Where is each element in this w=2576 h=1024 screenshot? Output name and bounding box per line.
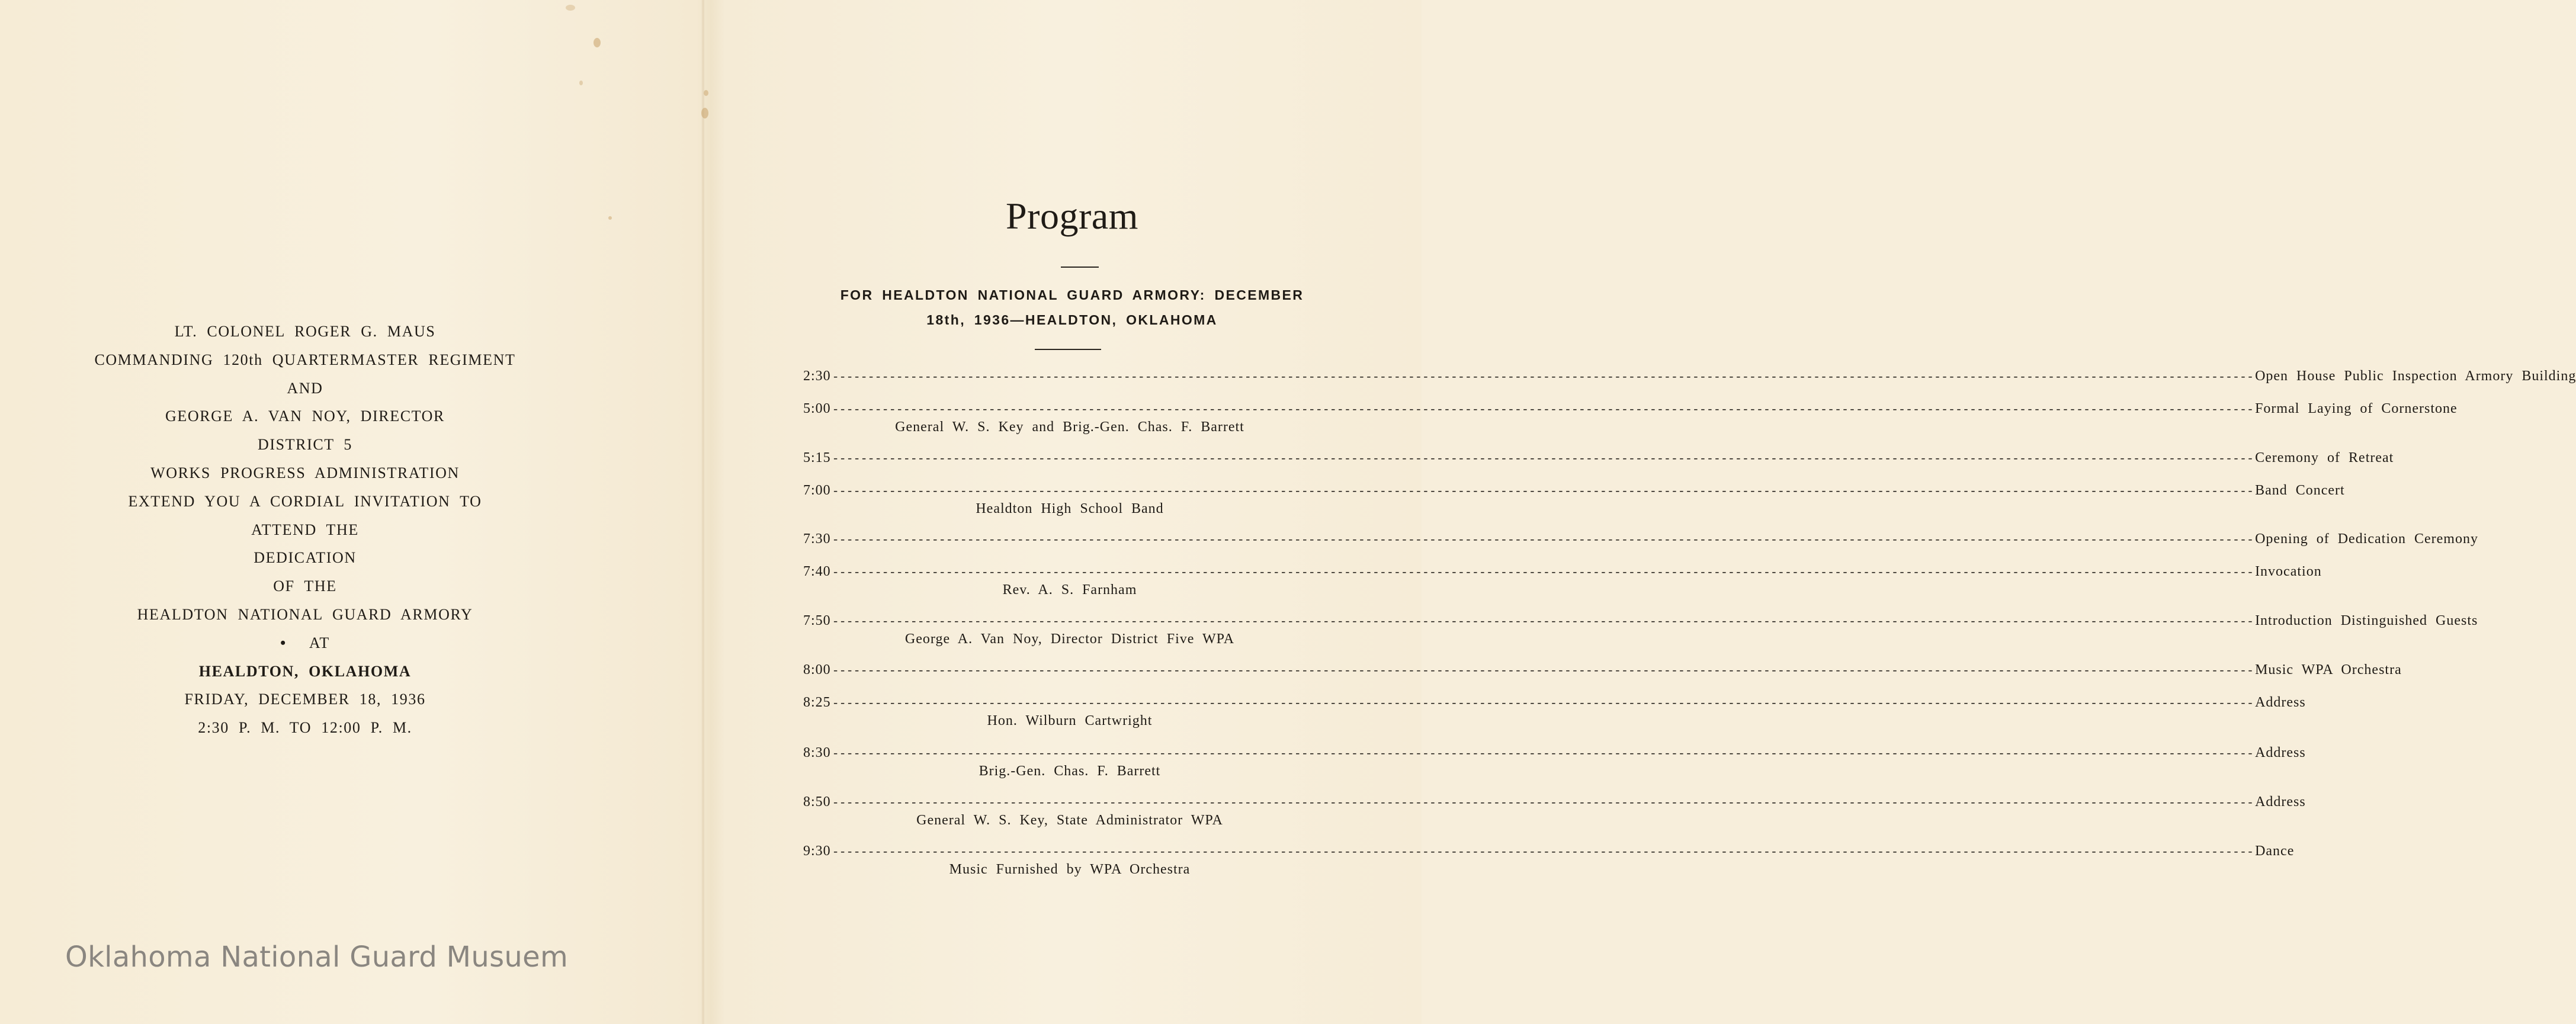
invitation-line: LT. COLONEL ROGER G. MAUS [174, 323, 436, 340]
leader-dashes: -------------------------------------------------------------------------------------------------------------------------------------------------------------------------------------------------------- [832, 697, 2254, 711]
schedule-entry-row [803, 401, 2458, 419]
schedule-event: Invocation [2255, 564, 2322, 579]
invitation-time: 2:30 P. M. TO 12:00 P. M. [198, 719, 412, 737]
bullet-mark: • [280, 634, 287, 651]
leader-dashes: -------------------------------------------------------------------------------------------------------------------------------------------------------------------------------------------------------- [832, 403, 2254, 417]
center-fold [701, 0, 705, 1024]
paper-stain [608, 216, 612, 220]
schedule-entry-row [803, 843, 2295, 861]
invitation-line: GEORGE A. VAN NOY, DIRECTOR [165, 407, 445, 425]
schedule-time: 7:50 [803, 613, 831, 628]
invitation-location: HEALDTON, OKLAHOMA [198, 662, 412, 680]
leader-dashes: -------------------------------------------------------------------------------------------------------------------------------------------------------------------------------------------------------- [832, 566, 2254, 580]
invitation-date: FRIDAY, DECEMBER 18, 1936 [184, 691, 426, 708]
leader-dashes: -------------------------------------------------------------------------------------------------------------------------------------------------------------------------------------------------------- [832, 747, 2254, 761]
schedule-entry-row [803, 450, 2394, 468]
paper-stain [594, 38, 601, 47]
schedule-event: Open House Public Inspection Armory Building [2255, 368, 2576, 384]
invitation-text [65, 317, 545, 742]
schedule-event: Introduction Distinguished Guests [2255, 613, 2478, 628]
schedule-time: 2:30 [803, 368, 831, 384]
schedule-entry-row [803, 531, 2478, 549]
schedule-time: 5:00 [803, 401, 831, 416]
schedule-event: Address [2255, 794, 2306, 810]
schedule-participant: General W. S. Key, State Administrator WPA [916, 813, 1223, 828]
schedule-entry-row [803, 794, 2306, 812]
divider [1035, 349, 1101, 350]
leader-dashes: -------------------------------------------------------------------------------------------------------------------------------------------------------------------------------------------------------- [832, 615, 2254, 629]
paper-stain [701, 108, 708, 118]
program-subtitle-line2: 18th, 1936—HEALDTON, OKLAHOMA [926, 312, 1218, 328]
watermark: Oklahoma National Guard Musuem [65, 940, 569, 974]
program-subtitle-line1: FOR HEALDTON NATIONAL GUARD ARMORY: DECEMBER [840, 287, 1304, 303]
schedule-entry-row [803, 662, 2402, 680]
leader-dashes: -------------------------------------------------------------------------------------------------------------------------------------------------------------------------------------------------------- [832, 665, 2254, 678]
schedule-participant: Brig.-Gen. Chas. F. Barrett [979, 763, 1161, 779]
schedule-entry [803, 401, 2458, 435]
divider [1061, 267, 1099, 268]
schedule-participant: Healdton High School Band [976, 501, 1164, 516]
schedule-entry-row [803, 613, 2478, 631]
leader-dashes: -------------------------------------------------------------------------------------------------------------------------------------------------------------------------------------------------------- [832, 485, 2254, 499]
invitation-line: ATTEND THE [251, 521, 359, 538]
schedule-entry [803, 843, 2295, 878]
paper-stain [704, 90, 708, 96]
schedule-entry [803, 745, 2306, 779]
invitation-line: OF THE [273, 577, 337, 595]
schedule-entry [803, 483, 2345, 517]
schedule-time: 8:25 [803, 695, 831, 710]
program-title: Program [1006, 195, 1138, 237]
schedule-event: Ceremony of Retreat [2255, 450, 2394, 466]
schedule-participant: George A. Van Noy, Director District Five WPA [904, 631, 1235, 647]
invitation-line: WORKS PROGRESS ADMINISTRATION [150, 464, 460, 481]
schedule-time: 8:50 [803, 794, 831, 810]
schedule-time: 9:30 [803, 843, 831, 859]
schedule-entry [803, 564, 2322, 598]
paper-stain [579, 81, 583, 85]
invitation-line: COMMANDING 120th QUARTERMASTER REGIMENT [94, 351, 516, 368]
schedule-time: 7:00 [803, 483, 831, 498]
invitation-line: HEALDTON NATIONAL GUARD ARMORY [137, 605, 473, 623]
schedule-entry-row [803, 483, 2345, 500]
schedule-event: Dance [2255, 843, 2295, 859]
schedule-entry-row [803, 695, 2306, 712]
schedule-entry [803, 662, 2402, 680]
invitation-line: DEDICATION [254, 549, 357, 567]
schedule-event: Opening of Dedication Ceremony [2255, 531, 2478, 547]
schedule-entry [803, 794, 2306, 829]
schedule-participant: Music Furnished by WPA Orchestra [949, 862, 1191, 877]
leader-dashes: -------------------------------------------------------------------------------------------------------------------------------------------------------------------------------------------------------- [832, 797, 2254, 810]
leader-dashes: -------------------------------------------------------------------------------------------------------------------------------------------------------------------------------------------------------- [832, 371, 2254, 384]
invitation-line: DISTRICT 5 [257, 436, 353, 454]
invitation-line: AND [287, 379, 323, 397]
schedule-entry [803, 695, 2306, 729]
leader-dashes: -------------------------------------------------------------------------------------------------------------------------------------------------------------------------------------------------------- [832, 452, 2254, 466]
schedule-participant: Hon. Wilburn Cartwright [987, 713, 1153, 728]
leader-dashes: -------------------------------------------------------------------------------------------------------------------------------------------------------------------------------------------------------- [832, 846, 2254, 859]
schedule-time: 8:30 [803, 745, 831, 760]
schedule-time: 7:40 [803, 564, 831, 579]
schedule-entry-row [803, 745, 2306, 763]
schedule-entry-row [803, 564, 2322, 582]
schedule-event: Address [2255, 745, 2306, 760]
leader-dashes: -------------------------------------------------------------------------------------------------------------------------------------------------------------------------------------------------------- [832, 534, 2254, 547]
schedule-entry [803, 531, 2478, 549]
invitation-line-text: AT [309, 634, 330, 651]
schedule-time: 5:15 [803, 450, 831, 466]
schedule-event: Band Concert [2255, 483, 2345, 498]
schedule-entry [803, 613, 2478, 647]
schedule-time: 7:30 [803, 531, 831, 547]
schedule-entry [803, 450, 2394, 468]
schedule-time: 8:00 [803, 662, 831, 678]
invitation-line [65, 629, 545, 657]
schedule-event: Formal Laying of Cornerstone [2255, 401, 2458, 416]
paper-stain [566, 5, 575, 11]
schedule-entry [803, 368, 2576, 386]
schedule-entry-row [803, 368, 2576, 386]
schedule-event: Music WPA Orchestra [2255, 662, 2402, 678]
schedule-participant: General W. S. Key and Brig.-Gen. Chas. F. Barrett [895, 419, 1244, 435]
schedule-event: Address [2255, 695, 2306, 710]
invitation-line: EXTEND YOU A CORDIAL INVITATION TO [128, 492, 482, 510]
schedule-participant: Rev. A. S. Farnham [1002, 582, 1137, 598]
